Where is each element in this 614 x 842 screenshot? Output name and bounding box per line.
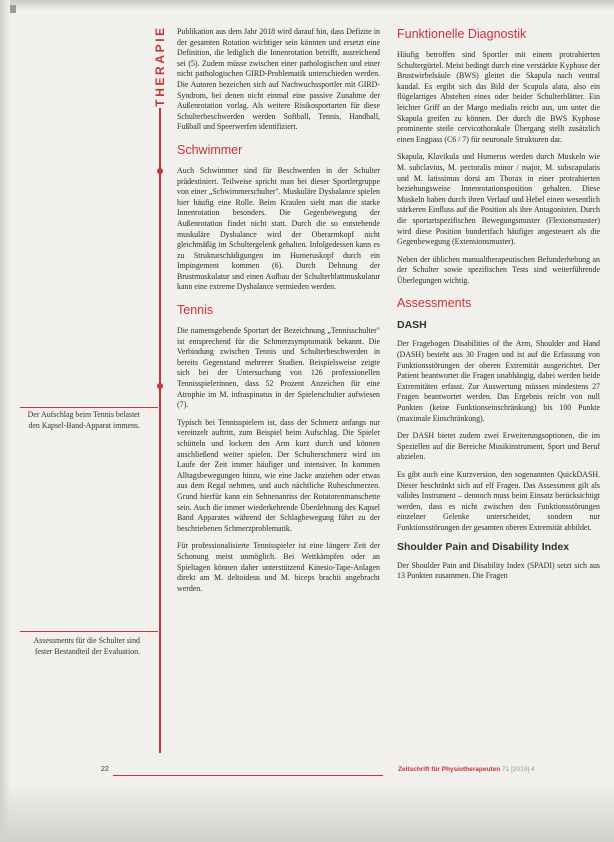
paragraph: Der Fragebogen Disabilities of the Arm, Shoulder and Hand (DASH) besteht aus 30 Fragen und ist auf die Erfassung von Funktionsstörungen der oberen Extremität ausgerichtet. Der Patient beantwortet die Fragen unabhängig, dabei werden beide Extremitäten erfasst. Zur Auswertung müssen mindestens 27 Fragen beantwortet werden. Das Ergebnis reicht von null Punkten (keine Funktionseinschränkung) bis 100 Punkte (maximale Einschränkung). bbox=[397, 339, 600, 423]
paragraph: Der DASH bietet zudem zwei Erweiterungsoptionen, die im Speziellen auf die Bereiche Musikinstrument, Sport und Beruf abzielen. bbox=[397, 431, 600, 462]
journal-name: Zeitschrift für Physiotherapeuten bbox=[398, 766, 501, 773]
paragraph: Auch Schwimmer sind für Beschwerden in der Schulter prädestiniert. Teilweise spricht man bei dieser Sportlergruppe von einer „Schwimmerschulter". Muskuläre Dysbalance spielen hier häufig eine Rolle. Beim Kraulen sieht man die starke Innenrotation besonders. Die Gegenbewegung der Außenrotation findet nicht statt. Durch die so entstehende muskuläre Dysbalance wird der Oberarmkopf nicht gleichmäßig im Schultergelenk gehalten. Infolgedessen kann es zu Strukturschädigungen im Humeruskopf durch ein Impingement kommen (6). Durch Dehnung der Brustmuskulatur und einen Aufbau der Schulterblattmuskulatur kann eine extreme Dysbalance vermieden werden. bbox=[177, 165, 380, 292]
note-divider bbox=[20, 631, 158, 632]
journal-footer bbox=[398, 766, 535, 773]
margin-note: Der Aufschlag beim Tennis belastet den Kapsel-Band-Apparat immens. bbox=[27, 410, 140, 430]
subheading-spadi: Shoulder Pain and Disability Index bbox=[397, 540, 570, 553]
paragraph: Die namensgebende Sportart der Bezeichnung „Tennisschulter" ist entsprechend für die Schmerzsymptomatik bekannt. Die Verbindung zwischen Tennis und Schulterbeschwerden in bereits Gegenstand mehrerer Studien. Beispielsweise zeigte sich bei der Untersuchung von 126 professionellen Tennisspielerinnen, dass 52 Prozent Anzeichen für eine Atrophie im M. infraspinatus in der Spielerschulter aufwiesen (7). bbox=[177, 326, 380, 410]
heading-schwimmer: Schwimmer bbox=[177, 142, 243, 157]
footer-rule bbox=[113, 775, 383, 776]
line-dot bbox=[157, 168, 163, 174]
paragraph: Typisch bei Tennisspielern ist, dass der Schmerz anfangs nur vereinzelt auftritt, zum Beispiel beim Aufschlag. Die Spieler schütteln und lockern den Arm kurz durch und können anschließend weiter spielen. Der Schulterschmerz wird im Laufe der Zeit immer häufiger und intensiver. In kommen Alltagsbewegungen hinzu, wie eine Jacke anziehen oder etwas aus dem Regal nehmen, und auch nächtliche Ruheschmerzen. Grund hierfür kann ein Sehnenanriss der Rotatorenmanschette sein. Auch die immer wiederkehrende Überdehnung des Kapsel Band Apparates während der Schlagbewegung führt zu der beschriebenen Schmerzproblematik. bbox=[177, 417, 380, 533]
section-line bbox=[159, 108, 161, 753]
note-divider bbox=[20, 407, 158, 408]
subheading-dash: DASH bbox=[397, 319, 427, 332]
heading-assessments: Assessments bbox=[397, 296, 472, 311]
paragraph: Skapula, Klavikula und Humerus werden durch Muskeln wie M. subclavius, M. pectoralis minor / major, M. subscapularis und M. latissimus dorsi am Thorax in einer protrahierten beziehungsweise Innenrotationsposition gehalten. Diese Muskeln haben durch ihren Verlauf und Hebel einen wesentlich stärkeren Einfluss auf die Position als ihre Antagonisten. Durch die sportartspezifischen Bewegungsmuster (Flexionsmuster) wird diese Position bundertfach häufiger angesteuert als die Gegenbewegung (Extensionsmuster). bbox=[397, 152, 600, 247]
heading-tennis: Tennis bbox=[177, 303, 214, 318]
paragraph: Häufig betroffen sind Sportler mit einem protrahierten Schultergürtel. Meist bedingt durch eine verstärkte Kyphose der Brustwirbelsäule (BWS) gleitet die Skapula nach ventral kaudal. Es ergibt sich das Bild der Scapula alata, also ein flügelartiges Abstehen eines oder beider Schulterblätter. Ein leichter Griff an der Margo medialis reicht aus, um unter die Skapula greifen zu können. Der durch die BWS Kyphose prominente steile cervicothorakale Übergang stellt zusätzlich einen Engpass (C6 / 7) für neuronale Strukturen dar. bbox=[397, 50, 600, 144]
scan-shadow-bottom bbox=[0, 782, 614, 842]
paragraph: Für professionalisierte Tennisspieler ist eine längere Zeit der Schonung meist unmöglich. Bei Wettkämpfen oder an Spieltagen können daher unterstützend Kinesio-Tape-Anlagen direkt am M. deltoideus und M. biceps brachii angebracht werden. bbox=[177, 541, 380, 593]
paragraph: Publikation aus dem Jahr 2018 wird darauf hin, dass Defizite in der gesamten Rotation wichtiger sein könnten und ersetzt eine Definition, die lediglich die Innenrotation betrifft, ausreichend sei (5). Zudem müsse zwischen einer pathologischen und einer nicht pathologischen GIRD-Problematik unterschieden werden. Die Autoren bezeichen sich auf Nachwuchssportler mit GIRD-Syndrom, bei denen nicht einmal eine passive Zunahme der Außenrotation vorlag. Als weitere Risikosportarten für diese Schulterbeschwerden werden Softball, Tennis, Handball, Fußball und Speerwerfen identifiziert. bbox=[177, 27, 380, 132]
section-label: THERAPIE bbox=[153, 25, 167, 107]
page-number: 22 bbox=[101, 766, 109, 773]
line-dot bbox=[157, 383, 163, 389]
margin-note: Assessments für die Schulter sind fester Bestandteil der Evaluation. bbox=[33, 636, 140, 656]
scan-shadow-left bbox=[0, 0, 10, 842]
paragraph: Neben der üblichen manualtherapeutischen Befunderhebung an der Schulter sowie spezifischen Tests sind weiterführende Überlegungen wichtig. bbox=[397, 254, 600, 285]
heading-funktionelle-diagnostik: Funktionelle Diagnostik bbox=[397, 27, 527, 41]
journal-issue: 71 [2019] 4 bbox=[502, 766, 535, 773]
text-column-left bbox=[177, 27, 380, 601]
scan-shadow-top bbox=[0, 0, 614, 10]
scan-mark bbox=[10, 5, 16, 13]
paragraph: Der Shoulder Pain and Disability Index (SPADI) setzt sich aus 13 Punkten zusammen. Die Fragen bbox=[397, 560, 600, 581]
text-column-right bbox=[397, 27, 600, 589]
paragraph: Es gibt auch eine Kurzversion, den sogenannten QuickDASH. Dieser beschränkt sich auf elf Fragen. Das Assessment gilt als valides Instrument – dennoch muss beim Einsatz berücksichtigt werden, dass es nicht zwischen den Funktionsstörungen einzelner Gelenke unterscheidet, sondern nur Funktionsstörungen der gesamten oberen Extremität abbildet. bbox=[397, 470, 600, 532]
